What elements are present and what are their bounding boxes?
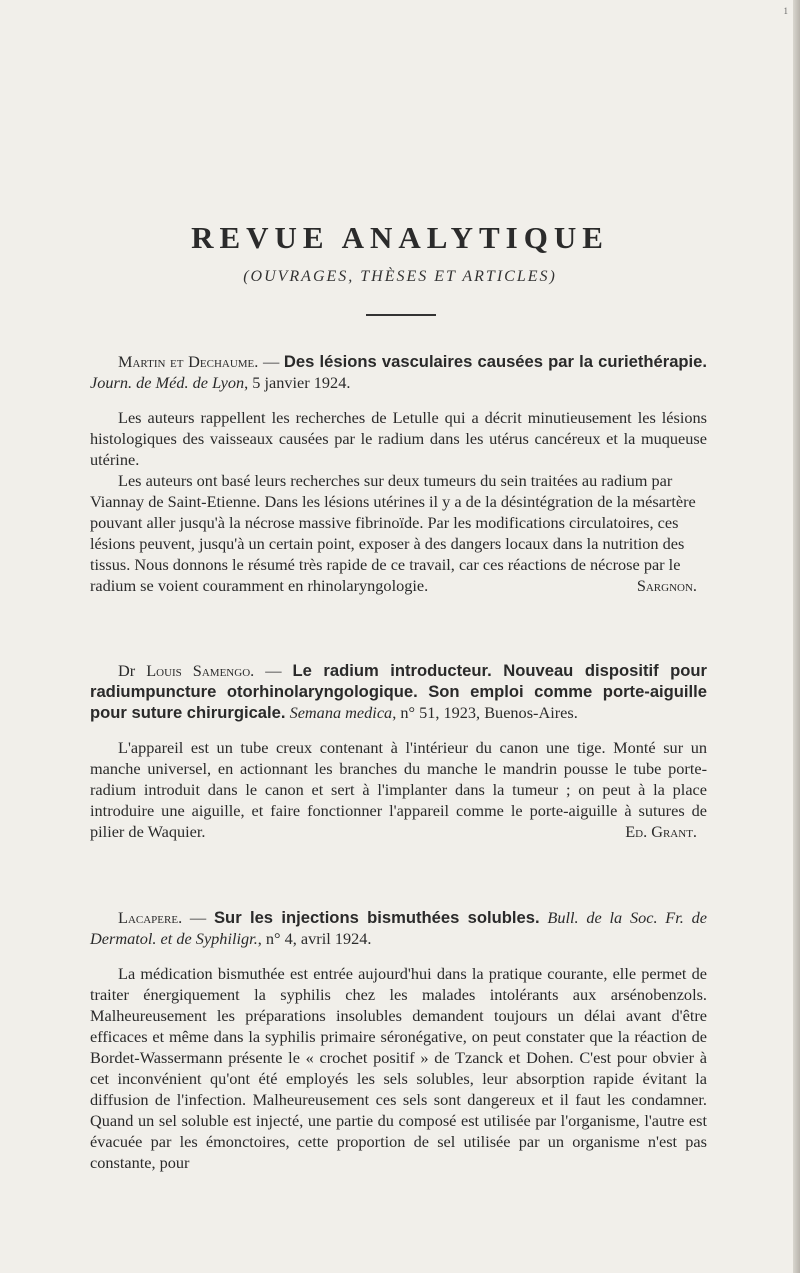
article-paragraph: Les auteurs rappellent les recherches de Letulle qui a décrit minutieusement les lésions histologiques des vaisseaux causées par le radium dans les utérus cancéreux et la muqueuse utérine. — [90, 408, 707, 469]
article-signature: Sargnon. — [636, 576, 697, 595]
divider-rule — [366, 314, 436, 316]
article-title: Des lésions vasculaires causées par la curiethérapie. — [283, 352, 708, 371]
page-title: REVUE ANALYTIQUE — [191, 220, 609, 255]
article-paragraph: La médication bismuthée est entrée aujourd'hui dans la pratique courante, elle permet de traiter énergiquement la syphilis chez les malades intolérants aux arsénobenzols. Malheureusement les préparations insolubles demandent toujours un délai avant d'être efficaces et même dans la syphilis primaire séronégative, on peut constater que la réaction de Bordet-Wassermann présente le « crochet positif » de Tzanck et Dohen. C'est pour obvier à cet inconvénient qu'ont été employés les sels solubles, leur absorption rapide évitant la diffusion de l'infection. Malheureusement ces sels sont dangereux et il faut les condamner. Quand un sel soluble est injecté, une partie du composé est utilisée par l'organisme, l'autre est évacuée par les émonctoires, cette proportion de sel utilisée par un organisme n'est pas constante, pour — [90, 964, 707, 1172]
article-date: , 5 janvier 1924. — [244, 373, 351, 392]
article-separator: — — [182, 908, 214, 927]
article-paragraph-text: L'appareil est un tube creux contenant à l'intérieur du canon une tige. Monté sur un manche universel, en actionnant les branches du manche le mandrin pousse le tube porte-radium introduit dans le canon et sert à l'implanter dans la tumeur ; on peut à la place introduire une aiguille, et faire fonctionner l'appareil comme le porte-aiguille à sutures de pilier de Waquier. — [90, 738, 707, 841]
article-separator: — — [258, 352, 284, 371]
article-paragraph-text: Les auteurs ont basé leurs recherches sur deux tumeurs du sein traitées au radium par Viannay de Saint-Etienne. Dans les lésions utérines il y a de la désintégration de la mésartère pouvant aller jusqu'à la nécrose massive fibrinoïde. Par les modifications circulatoires, ces lésions peuvent, jusqu'à un certain point, exposer à des dangers locaux dans la nutrition des tissus. Nous donnons le résumé très rapide de ce travail, car ces réactions de nécrose par le radium se voient couramment en rhinolaryngologie. — [90, 471, 696, 595]
article-source: Journ. de Méd. de Lyon — [90, 373, 245, 392]
article-source: Bull. de la Soc. Fr. de Dermatol. et de Syphiligr. — [90, 908, 707, 948]
page-edge — [793, 0, 800, 1273]
article-authors: Lacapere. — [118, 908, 183, 927]
article-title: Sur les injections bismuthées solubles. — [213, 908, 540, 927]
article-authors: Louis Samengo. — [146, 661, 255, 680]
article-date: , n° 51, 1923, Buenos-Aires. — [392, 703, 578, 722]
page-number: 1 — [783, 6, 788, 16]
article-heading — [90, 660, 707, 723]
article-heading — [90, 907, 707, 949]
article-source: Semana medica — [289, 703, 393, 722]
article-martin-dechaume — [90, 351, 707, 596]
article-paragraph-last — [90, 737, 707, 842]
article-title: Le radium introducteur. Nouveau dispositif pour radiumpuncture otorhinolaryngologique. Son emploi comme porte-aiguille pour suture chirurgicale. — [90, 661, 708, 722]
article-prefix: Dr — [118, 661, 147, 680]
article-heading — [90, 351, 707, 393]
page-subtitle: (OUVRAGES, THÈSES ET ARTICLES) — [243, 268, 557, 285]
article-paragraph-last — [90, 470, 707, 596]
article-authors: Martin et Dechaume. — [118, 352, 259, 371]
article-lacapere — [90, 907, 707, 1173]
article-signature: Ed. Grant. — [625, 822, 697, 841]
article-samengo — [90, 660, 707, 842]
article-separator: — — [254, 661, 293, 680]
article-date: , n° 4, avril 1924. — [257, 929, 372, 948]
